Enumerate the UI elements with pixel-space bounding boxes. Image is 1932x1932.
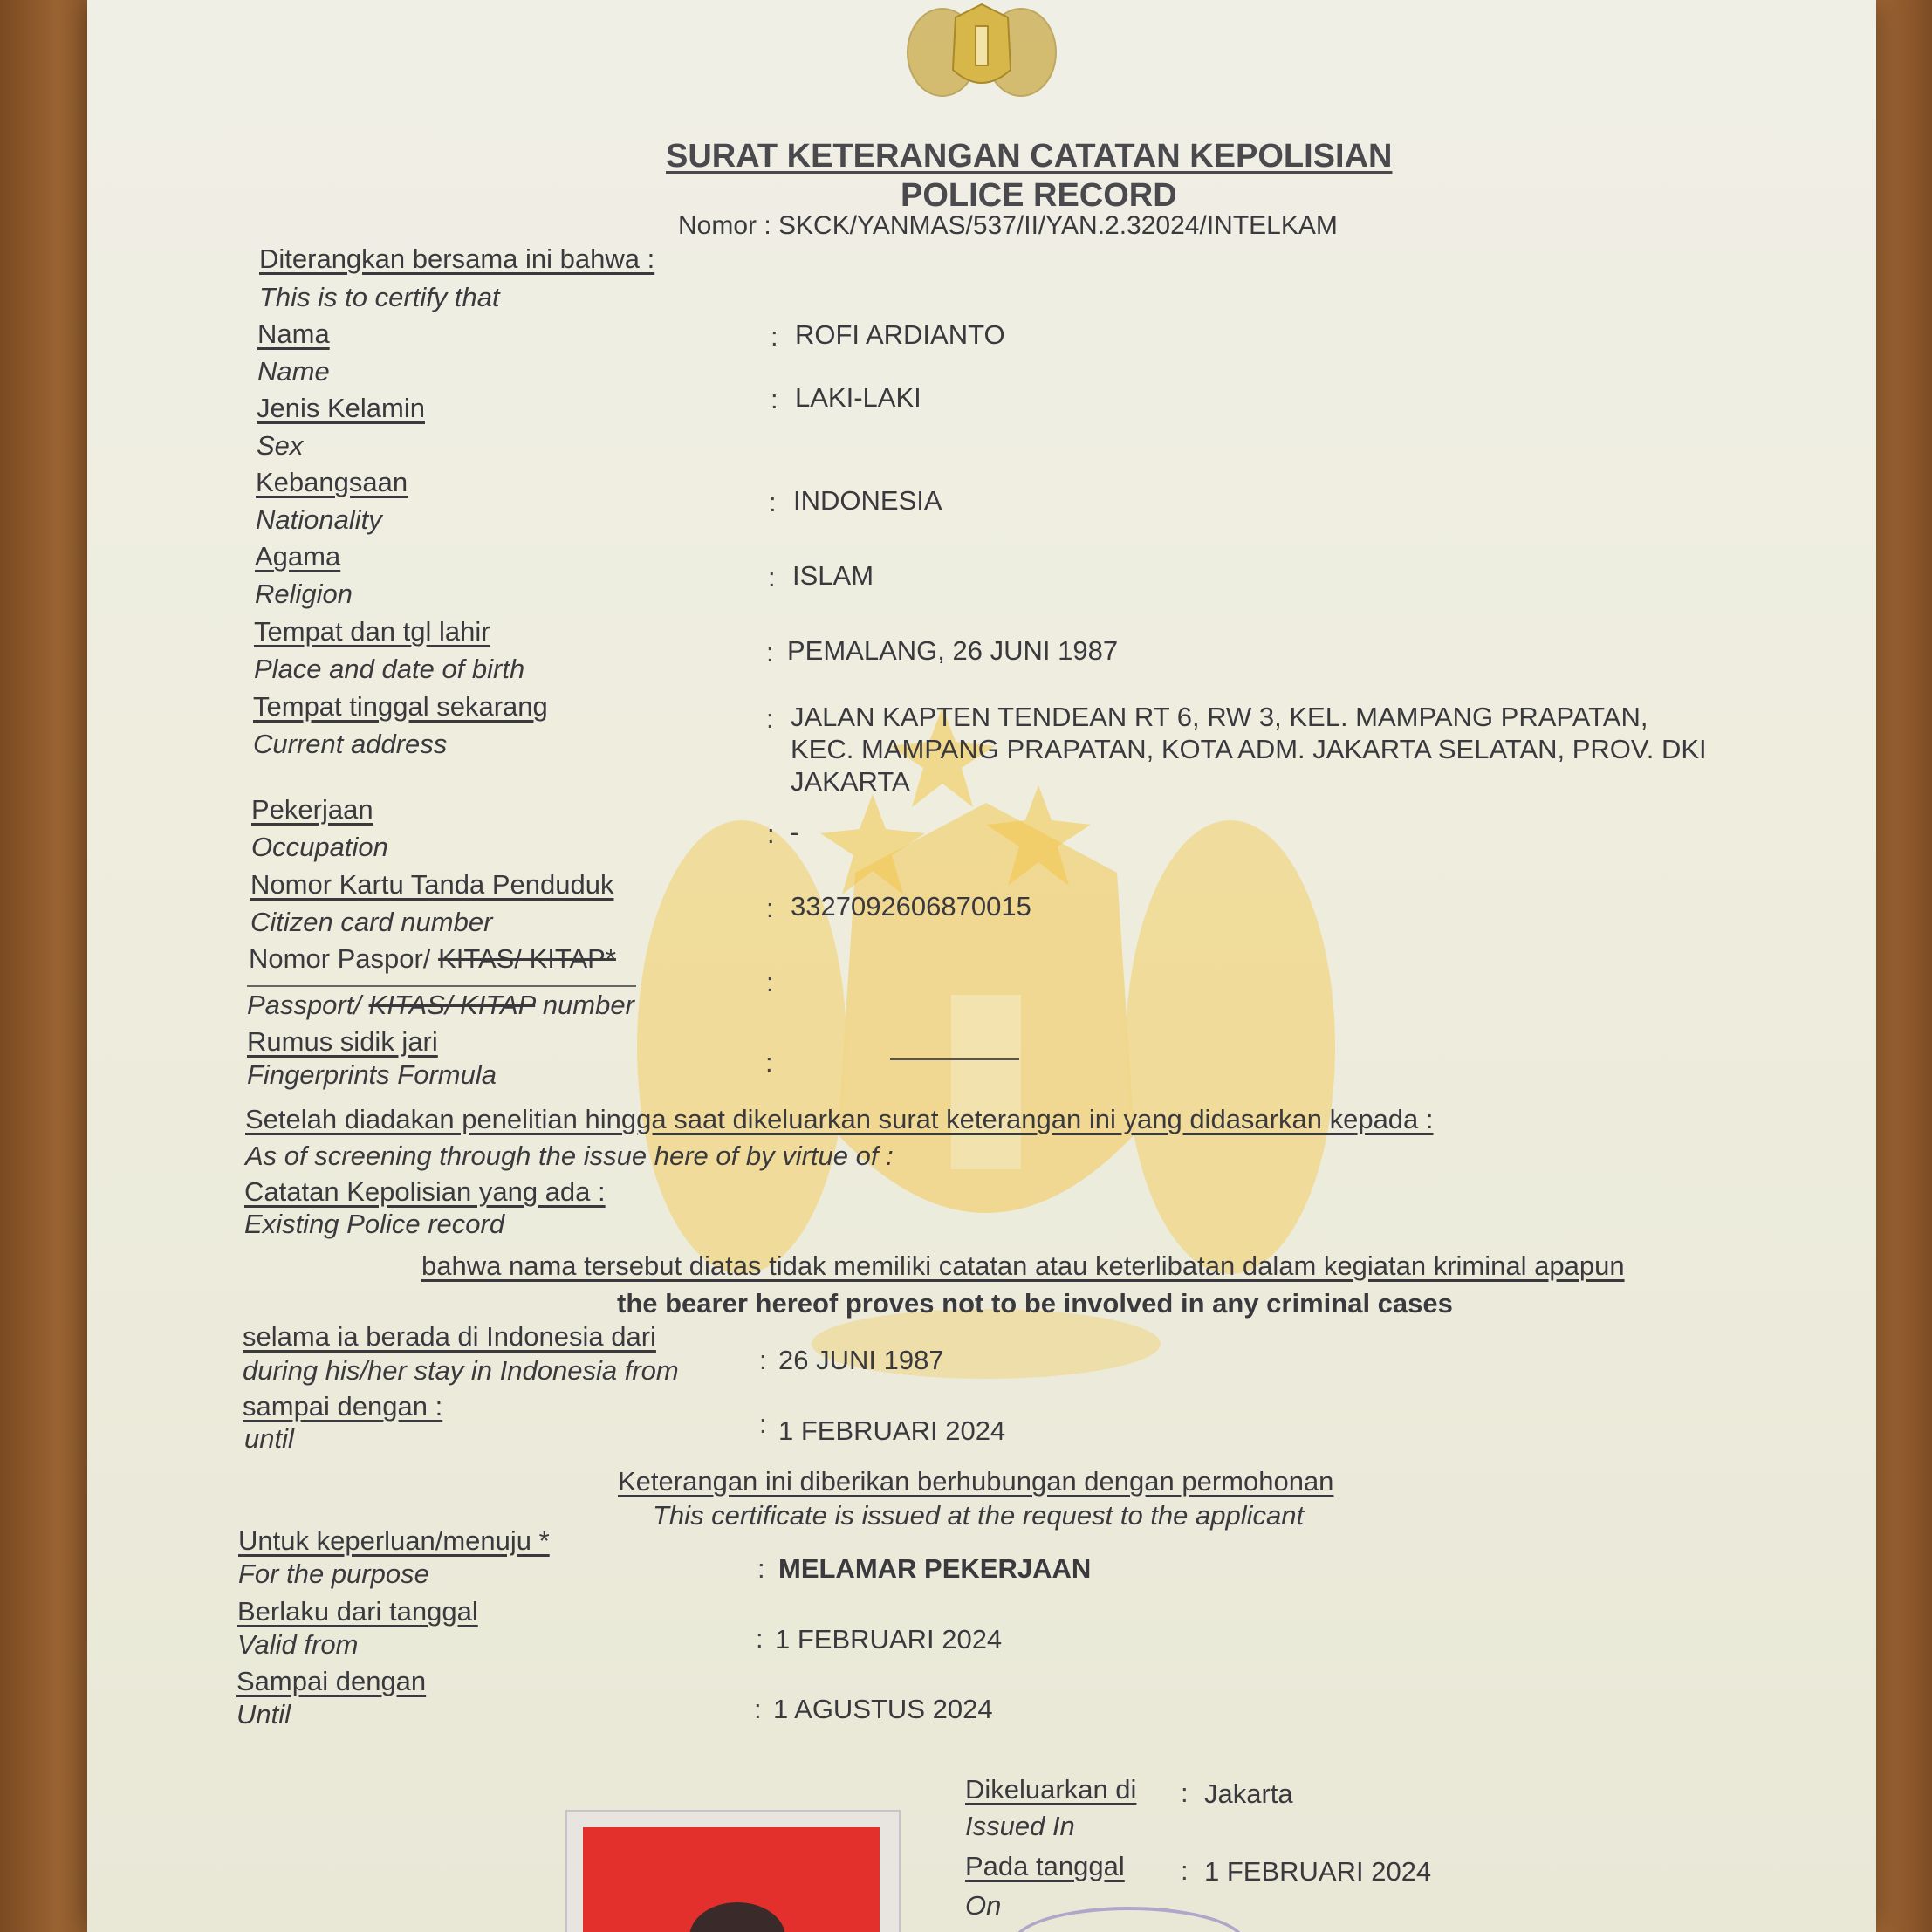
value-nationality: INDONESIA	[793, 485, 942, 516]
label-tempat-tinggal: Tempat tinggal sekarang	[253, 691, 548, 722]
value-issued-on: 1 FEBRUARI 2024	[1204, 1856, 1432, 1887]
value-nik: 3327092606870015	[791, 891, 1031, 921]
colon: :	[768, 562, 776, 593]
intro-id: Diterangkan bersama ini bahwa :	[259, 243, 655, 274]
colon: :	[765, 1047, 773, 1078]
label-name: Name	[257, 356, 330, 387]
label-nomor-paspor-text: Nomor Paspor/	[249, 943, 439, 974]
value-address-line3: JAKARTA	[791, 766, 910, 797]
value-nama: ROFI ARDIANTO	[795, 319, 1005, 350]
label-jenis-kelamin: Jenis Kelamin	[257, 393, 425, 423]
label-fingerprints-formula: Fingerprints Formula	[247, 1059, 497, 1090]
label-occupation: Occupation	[251, 832, 388, 862]
label-dikeluarkan-di: Dikeluarkan di	[965, 1774, 1137, 1805]
colon: :	[754, 1694, 762, 1724]
colon: :	[759, 1408, 767, 1439]
stay-from-value: 26 JUNI 1987	[778, 1345, 944, 1375]
document-title: SURAT KETERANGAN CATATAN KEPOLISIAN	[666, 138, 1393, 175]
record-id: Catatan Kepolisian yang ada :	[244, 1176, 606, 1207]
intro-en: This is to certify that	[259, 282, 500, 312]
value-valid-until: 1 AGUSTUS 2024	[773, 1694, 993, 1724]
colon: :	[766, 967, 774, 997]
label-on: On	[965, 1890, 1002, 1921]
label-religion: Religion	[255, 579, 353, 609]
screening-id: Setelah diadakan penelitian hingga saat dikeluarkan surat keterangan ini yang didasarkan kepada :	[245, 1104, 1434, 1134]
colon: :	[759, 1345, 767, 1375]
label-nationality: Nationality	[256, 504, 382, 535]
label-untuk-keperluan: Untuk keperluan/menuju *	[238, 1525, 550, 1556]
colon: :	[756, 1623, 764, 1654]
official-stamp-icon	[1012, 1907, 1246, 1932]
record-en: Existing Police record	[244, 1209, 505, 1239]
label-kebangsaan: Kebangsaan	[256, 467, 408, 497]
colon: :	[769, 487, 777, 517]
value-sex: LAKI-LAKI	[795, 382, 921, 413]
fingerprint-blank-line	[890, 1058, 1019, 1060]
value-issued-in: Jakarta	[1204, 1778, 1293, 1809]
colon: :	[766, 893, 774, 923]
stay-from-en: during his/her stay in Indonesia from	[243, 1355, 679, 1386]
passport-label-underline	[247, 985, 636, 987]
document-number: Nomor : SKCK/YANMAS/537/II/YAN.2.32024/INTELKAM	[678, 211, 1338, 240]
label-kitas-en-strike: KITAS/ KITAP	[368, 990, 536, 1020]
screening-en: As of screening through the issue here of by virtue of :	[245, 1141, 894, 1171]
colon: :	[767, 819, 775, 849]
value-address-line2: KEC. MAMPANG PRAPATAN, KOTA ADM. JAKARTA SELATAN, PROV. DKI	[791, 734, 1707, 764]
colon: :	[771, 384, 778, 414]
colon: :	[766, 703, 774, 734]
label-until: Until	[236, 1699, 291, 1730]
request-id: Keterangan ini diberikan berhubungan dengan permohonan	[618, 1466, 1334, 1497]
stay-until-id: sampai dengan :	[243, 1391, 443, 1422]
request-en: This certificate is issued at the request to the applicant	[653, 1500, 1305, 1531]
label-passport-number	[247, 991, 634, 1018]
value-occupation: -	[790, 817, 799, 847]
value-purpose: MELAMAR PEKERJAAN	[778, 1553, 1092, 1584]
stay-until-en: until	[244, 1423, 294, 1454]
police-record-document	[87, 0, 1876, 1932]
label-sex: Sex	[257, 430, 304, 461]
label-rumus-sidik-jari: Rumus sidik jari	[247, 1026, 438, 1057]
label-berlaku-dari: Berlaku dari tanggal	[237, 1596, 478, 1627]
value-religion: ISLAM	[792, 560, 874, 591]
colon: :	[766, 637, 774, 668]
colon: :	[1181, 1855, 1189, 1886]
label-agama: Agama	[255, 541, 341, 572]
label-current-address: Current address	[253, 729, 448, 759]
label-tempat-tgl-lahir: Tempat dan tgl lahir	[254, 616, 490, 647]
label-nama: Nama	[257, 319, 330, 349]
label-kitas-strike: KITAS/ KITAP*	[438, 943, 616, 974]
label-valid-from: Valid from	[237, 1629, 359, 1660]
label-nomor-ktp: Nomor Kartu Tanda Penduduk	[250, 869, 614, 900]
value-valid-from: 1 FEBRUARI 2024	[775, 1624, 1003, 1655]
label-nomor-paspor	[249, 945, 616, 972]
label-issued-in: Issued In	[965, 1811, 1075, 1841]
label-for-purpose: For the purpose	[238, 1559, 429, 1589]
label-citizen-card: Citizen card number	[250, 907, 493, 937]
label-sampai-dengan: Sampai dengan	[236, 1666, 427, 1696]
label-number-text: number	[535, 990, 634, 1020]
label-place-date-birth: Place and date of birth	[254, 654, 525, 684]
stay-until-value: 1 FEBRUARI 2024	[778, 1415, 1006, 1446]
value-birth: PEMALANG, 26 JUNI 1987	[787, 635, 1119, 666]
label-pekerjaan: Pekerjaan	[251, 794, 373, 825]
document-subtitle: POLICE RECORD	[901, 177, 1177, 214]
label-passport-text: Passport/	[247, 990, 369, 1020]
record-statement-id: bahwa nama tersebut diatas tidak memiliki catatan atau keterlibatan dalam kegiatan kriminal apapun	[421, 1250, 1625, 1281]
stay-from-id: selama ia berada di Indonesia dari	[243, 1321, 656, 1352]
colon: :	[771, 321, 778, 352]
colon: :	[757, 1553, 765, 1584]
value-address-line1: JALAN KAPTEN TENDEAN RT 6, RW 3, KEL. MAMPANG PRAPATAN,	[791, 702, 1648, 732]
police-crest-icon	[890, 0, 1073, 105]
label-pada-tanggal: Pada tanggal	[965, 1851, 1125, 1881]
record-statement-en: the bearer hereof proves not to be involved in any criminal cases	[617, 1288, 1453, 1319]
colon: :	[1181, 1778, 1189, 1808]
